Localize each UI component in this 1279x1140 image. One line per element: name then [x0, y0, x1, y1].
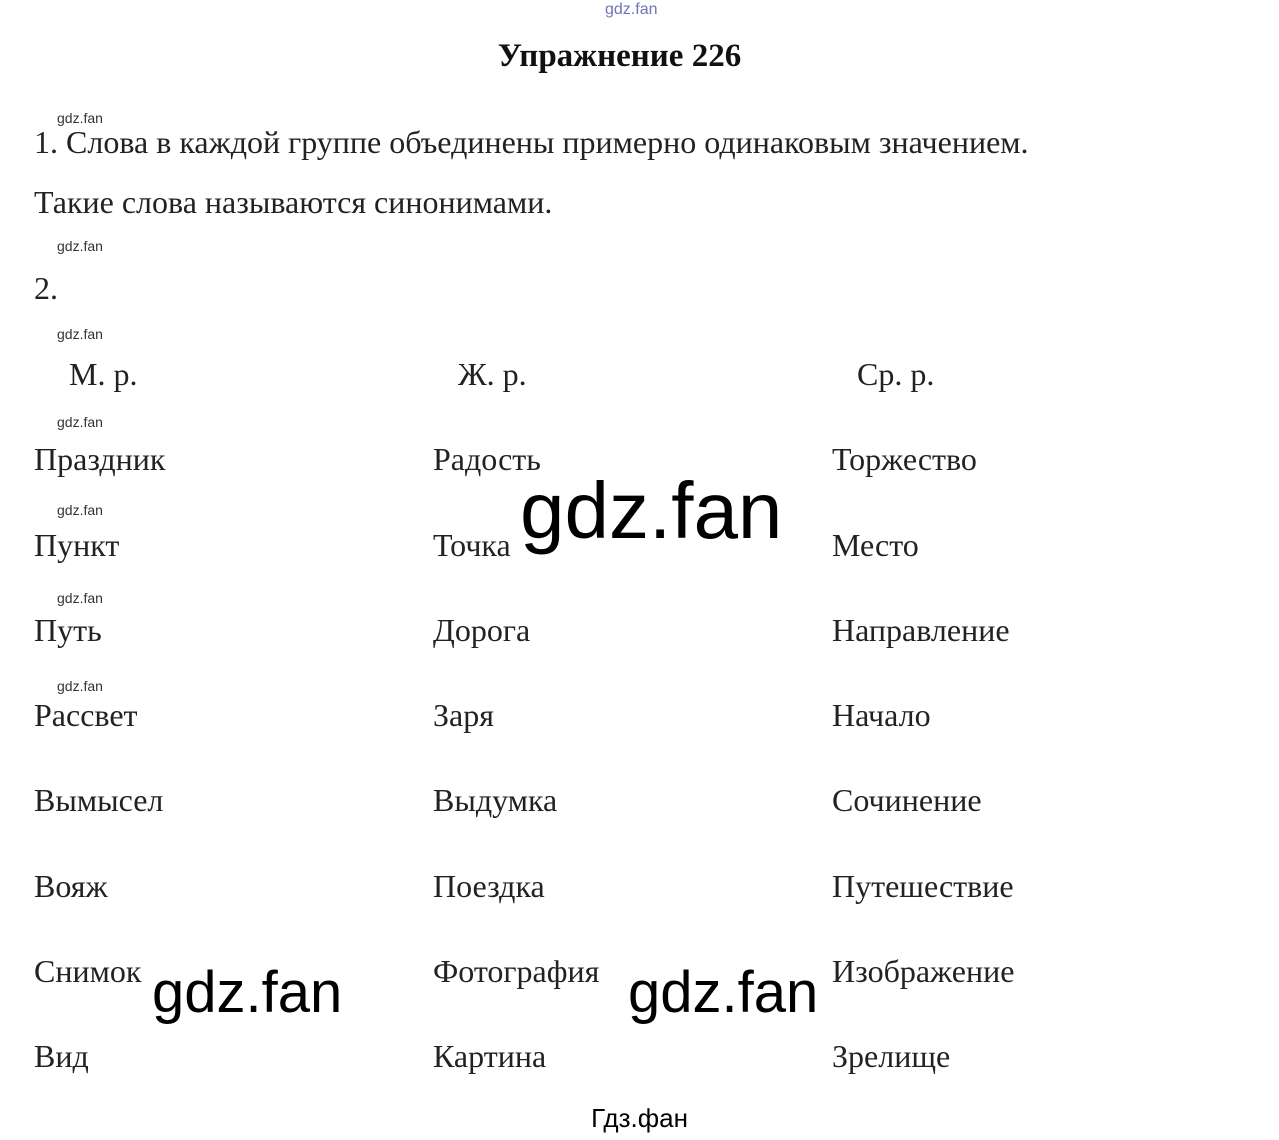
- header-masculine: М. р.: [69, 356, 138, 392]
- small-watermark: gdz.fan: [57, 110, 103, 126]
- small-watermark: gdz.fan: [57, 590, 103, 606]
- word-cell: Вояж: [34, 868, 108, 904]
- big-watermark: gdz.fan: [520, 466, 783, 555]
- word-cell: Торжество: [832, 441, 977, 477]
- word-cell: Дорога: [433, 612, 531, 648]
- small-watermark: gdz.fan: [57, 238, 103, 254]
- word-cell: Вымысел: [34, 782, 164, 818]
- word-cell: Вид: [34, 1038, 89, 1074]
- word-cell: Зрелище: [832, 1038, 951, 1074]
- word-cell: Картина: [433, 1038, 547, 1074]
- word-cell: Праздник: [34, 441, 166, 477]
- header-feminine: Ж. р.: [458, 356, 527, 392]
- small-watermark: gdz.fan: [57, 502, 103, 518]
- header-neuter: Ср. р.: [857, 356, 935, 392]
- word-cell: Точка: [433, 527, 511, 563]
- top-watermark: gdz.fan: [605, 1, 658, 18]
- paragraph-line-2: Такие слова называются синонимами.: [34, 184, 553, 220]
- word-cell: Изображение: [832, 953, 1015, 989]
- word-cell: Направление: [832, 612, 1010, 648]
- word-cell: Место: [832, 527, 919, 563]
- word-cell: Заря: [433, 697, 494, 733]
- small-watermark: gdz.fan: [57, 414, 103, 430]
- word-cell: Пункт: [34, 527, 120, 563]
- big-watermark: gdz.fan: [628, 960, 819, 1025]
- small-watermark: gdz.fan: [57, 678, 103, 694]
- word-cell: Рассвет: [34, 697, 138, 733]
- small-watermark: gdz.fan: [57, 326, 103, 342]
- paragraph-line-1: 1. Слова в каждой группе объединены примерно одинаковым значением.: [34, 124, 1029, 160]
- word-cell: Путешествие: [832, 868, 1014, 904]
- word-cell: Начало: [832, 697, 931, 733]
- word-cell: Радость: [433, 441, 541, 477]
- item-2-label: 2.: [34, 270, 58, 306]
- word-cell: Снимок: [34, 953, 142, 989]
- word-cell: Фотография: [433, 953, 600, 989]
- word-cell: Путь: [34, 612, 102, 648]
- word-cell: Сочинение: [832, 782, 982, 818]
- footer-watermark: Гдз.фан: [591, 1103, 688, 1133]
- page-title: Упражнение 226: [497, 38, 742, 74]
- word-cell: Поездка: [433, 868, 545, 904]
- word-cell: Выдумка: [433, 782, 558, 818]
- big-watermark: gdz.fan: [152, 960, 343, 1025]
